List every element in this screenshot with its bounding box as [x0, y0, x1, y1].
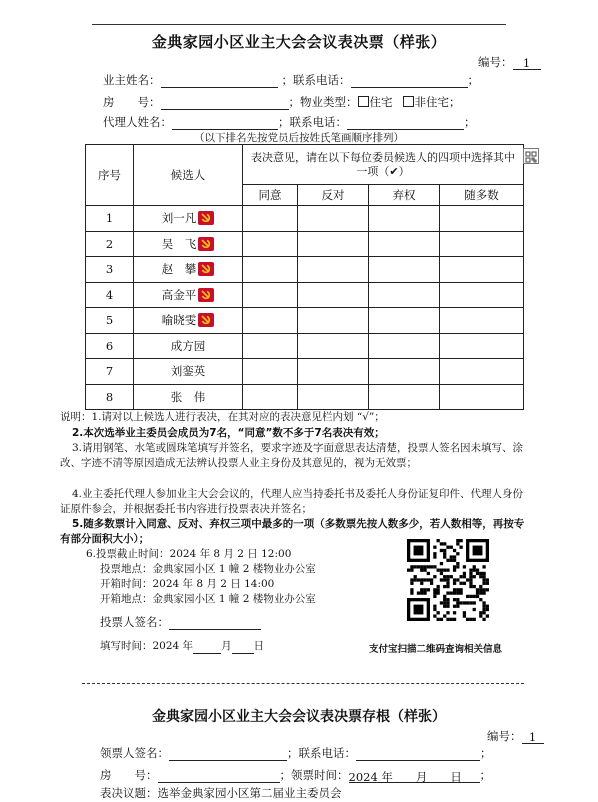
- candidate-name: 张 伟: [170, 389, 206, 404]
- note-1: 说明：1.请对以上候选人进行表决，在其对应的表决意见栏内划 “√”；: [60, 411, 385, 423]
- residential-checkbox[interactable]: [358, 96, 369, 107]
- vote-cell-abstain[interactable]: [369, 333, 440, 359]
- serial-number: 编号： 1: [478, 54, 541, 70]
- vote-cell-abstain[interactable]: [369, 206, 440, 232]
- voter-sign-row: 投票人签名：: [100, 614, 261, 630]
- agent-row: 代理人姓名： ；联系电话： ；: [103, 115, 476, 129]
- fill-day-field[interactable]: [232, 641, 254, 654]
- header-no: 序号: [86, 145, 134, 206]
- receiver-sign-field[interactable]: [169, 747, 287, 761]
- vote-cell-oppose[interactable]: [298, 333, 369, 359]
- vote-cell-oppose[interactable]: [298, 359, 369, 385]
- top-rule: [92, 24, 506, 25]
- header-oppose: 反对: [298, 185, 369, 206]
- candidate-cell: [134, 282, 243, 308]
- candidate-cell: [134, 384, 243, 410]
- stub-room-row: 房 号： ；领票时间：2024 年 月 日 ；: [100, 768, 491, 784]
- table-row: [86, 308, 524, 334]
- vote-cell-follow[interactable]: [440, 384, 524, 410]
- header-opinion: 表决意见，请在以下每位委员候选人的四项中选择其中一项（✔）: [243, 145, 524, 185]
- header-agree: 同意: [243, 185, 298, 206]
- vote-cell-oppose[interactable]: [298, 206, 369, 232]
- owner-name-field[interactable]: [161, 74, 278, 88]
- row-number: 7: [86, 359, 134, 385]
- stub-serial: 编号： 1: [487, 728, 544, 744]
- note-4: 4.业主委托代理人参加业主大会会议的，代理人应当持委托书及委托人身份证复印件、代理人身份证原件参会，并根据委托书内容进行投票表决并签名；: [60, 488, 524, 515]
- candidate-cell: [134, 257, 243, 283]
- candidate-name: 高金平: [161, 287, 197, 302]
- table-row: [86, 333, 524, 359]
- vote-cell-abstain[interactable]: [369, 231, 440, 257]
- table-row: [86, 282, 524, 308]
- vote-table: [85, 144, 524, 410]
- vote-cell-agree[interactable]: [243, 333, 298, 359]
- sort-note: （以下排名先按党员后按姓氏笔画顺序排列）: [194, 132, 404, 144]
- candidate-cell: [134, 333, 243, 359]
- vote-cell-agree[interactable]: [243, 206, 298, 232]
- vote-cell-follow[interactable]: [440, 333, 524, 359]
- candidate-cell: [134, 359, 243, 385]
- party-emblem-icon: [198, 288, 214, 302]
- vote-cell-agree[interactable]: [243, 257, 298, 283]
- vote-cell-abstain[interactable]: [369, 282, 440, 308]
- note-3: 3.请用钢笔、水笔或圆珠笔填写并签名，要求字迹及字面意思表达清楚，投票人签名因未填写、涂改、字迹不清等原因造成无法辨认投票人业主身份及其意见的，视为无效票；: [60, 442, 524, 469]
- note-5: 5.随多数票计入同意、反对、弃权三项中最多的一项（多数票先按人数多少，若人数相等，再按专有部分面积大小）；: [60, 518, 525, 545]
- voter-sign-field[interactable]: [169, 616, 261, 630]
- table-row: [86, 231, 524, 257]
- note-2: 2.本次选举业主委员会成员为7名，“同意”数不多于7名表决有效；: [72, 427, 385, 439]
- owner-name-row: 业主姓名： ；联系电话： ；: [103, 73, 479, 87]
- vote-cell-oppose[interactable]: [298, 231, 369, 257]
- vote-cell-agree[interactable]: [243, 359, 298, 385]
- row-number: 3: [86, 257, 134, 283]
- candidate-name: 刘一凡: [161, 211, 197, 226]
- candidate-cell: [134, 206, 243, 232]
- table-row: [86, 206, 524, 232]
- qr-code: [407, 539, 489, 621]
- vote-cell-agree[interactable]: [243, 308, 298, 334]
- stub-receiver-row: 领票人签名： ；联系电话： ；: [100, 746, 492, 760]
- fill-time-row: 填写时间：2024 年 月 日: [100, 640, 265, 652]
- vote-cell-abstain[interactable]: [369, 257, 440, 283]
- candidate-name: 成方园: [170, 338, 206, 353]
- vote-cell-agree[interactable]: [243, 231, 298, 257]
- vote-cell-follow[interactable]: [440, 308, 524, 334]
- vote-cell-follow[interactable]: [440, 359, 524, 385]
- stub-serial-value: 1: [522, 730, 544, 744]
- vote-cell-abstain[interactable]: [369, 359, 440, 385]
- qr-caption: 支付宝扫描二维码查询相关信息: [369, 644, 503, 655]
- row-number: 4: [86, 282, 134, 308]
- party-emblem-icon: [198, 313, 214, 327]
- candidate-name: 吴 飞: [161, 236, 197, 251]
- party-emblem-icon: [198, 211, 214, 225]
- scan-icon[interactable]: [523, 148, 539, 164]
- vote-cell-agree[interactable]: [243, 384, 298, 410]
- vote-cell-oppose[interactable]: [298, 384, 369, 410]
- owner-phone-field[interactable]: [351, 74, 468, 88]
- candidate-name: 喻晓雯: [161, 313, 197, 328]
- stub-title: 金典家园小区业主大会会议表决票存根（样张）: [152, 709, 446, 725]
- row-number: 5: [86, 308, 134, 334]
- row-number: 1: [86, 206, 134, 232]
- receive-time-field[interactable]: 2024 年 月 日: [349, 769, 480, 783]
- table-row: [86, 257, 524, 283]
- stub-topic: 表决议题：选举金典家园小区第二届业主委员会: [100, 786, 342, 800]
- vote-cell-oppose[interactable]: [298, 308, 369, 334]
- vote-cell-oppose[interactable]: [298, 257, 369, 283]
- row-number: 8: [86, 384, 134, 410]
- deadline: 6.投票截止时间：2024 年 8 月 2 日 12:00: [86, 548, 292, 560]
- candidate-cell: [134, 231, 243, 257]
- vote-place: 投票地点：金典家园小区 1 幢 2 楼物业办公室: [100, 563, 316, 575]
- vote-cell-abstain[interactable]: [369, 384, 440, 410]
- candidate-cell: [134, 308, 243, 334]
- header-abstain: 弃权: [369, 185, 440, 206]
- stub-phone-field[interactable]: [356, 747, 480, 761]
- room-row: 房 号： ；物业类型： 住宅 非住宅；: [103, 95, 461, 109]
- vote-cell-follow[interactable]: [440, 257, 524, 283]
- vote-cell-abstain[interactable]: [369, 308, 440, 334]
- row-number: 6: [86, 333, 134, 359]
- table-row: [86, 384, 524, 410]
- party-emblem-icon: [198, 237, 214, 251]
- vote-cell-oppose[interactable]: [298, 282, 369, 308]
- header-follow-majority: 随多数: [440, 185, 524, 206]
- ballot-title: 金典家园小区业主大会会议表决票（样张）: [151, 33, 447, 51]
- stub-room-field[interactable]: [158, 769, 280, 783]
- agent-phone-field[interactable]: [347, 116, 464, 130]
- table-row: [86, 359, 524, 385]
- open-time: 开箱时间：2024 年 8 月 2 日 14:00: [100, 578, 275, 590]
- agent-name-field[interactable]: [172, 116, 278, 130]
- fill-month-field[interactable]: [193, 641, 221, 654]
- open-place: 开箱地点：金典家园小区 1 幢 2 楼物业办公室: [100, 593, 316, 605]
- vote-cell-follow[interactable]: [440, 282, 524, 308]
- candidate-name: 赵 攀: [161, 262, 197, 277]
- serial-value: 1: [513, 56, 541, 70]
- row-number: 2: [86, 231, 134, 257]
- party-emblem-icon: [198, 262, 214, 276]
- vote-cell-follow[interactable]: [440, 231, 524, 257]
- non-residential-checkbox[interactable]: [403, 96, 414, 107]
- candidate-name: 刘銮英: [170, 364, 206, 379]
- header-candidate: 候选人: [134, 145, 243, 206]
- vote-cell-follow[interactable]: [440, 206, 524, 232]
- room-field[interactable]: [161, 96, 289, 110]
- cut-line: [82, 683, 524, 684]
- vote-cell-agree[interactable]: [243, 282, 298, 308]
